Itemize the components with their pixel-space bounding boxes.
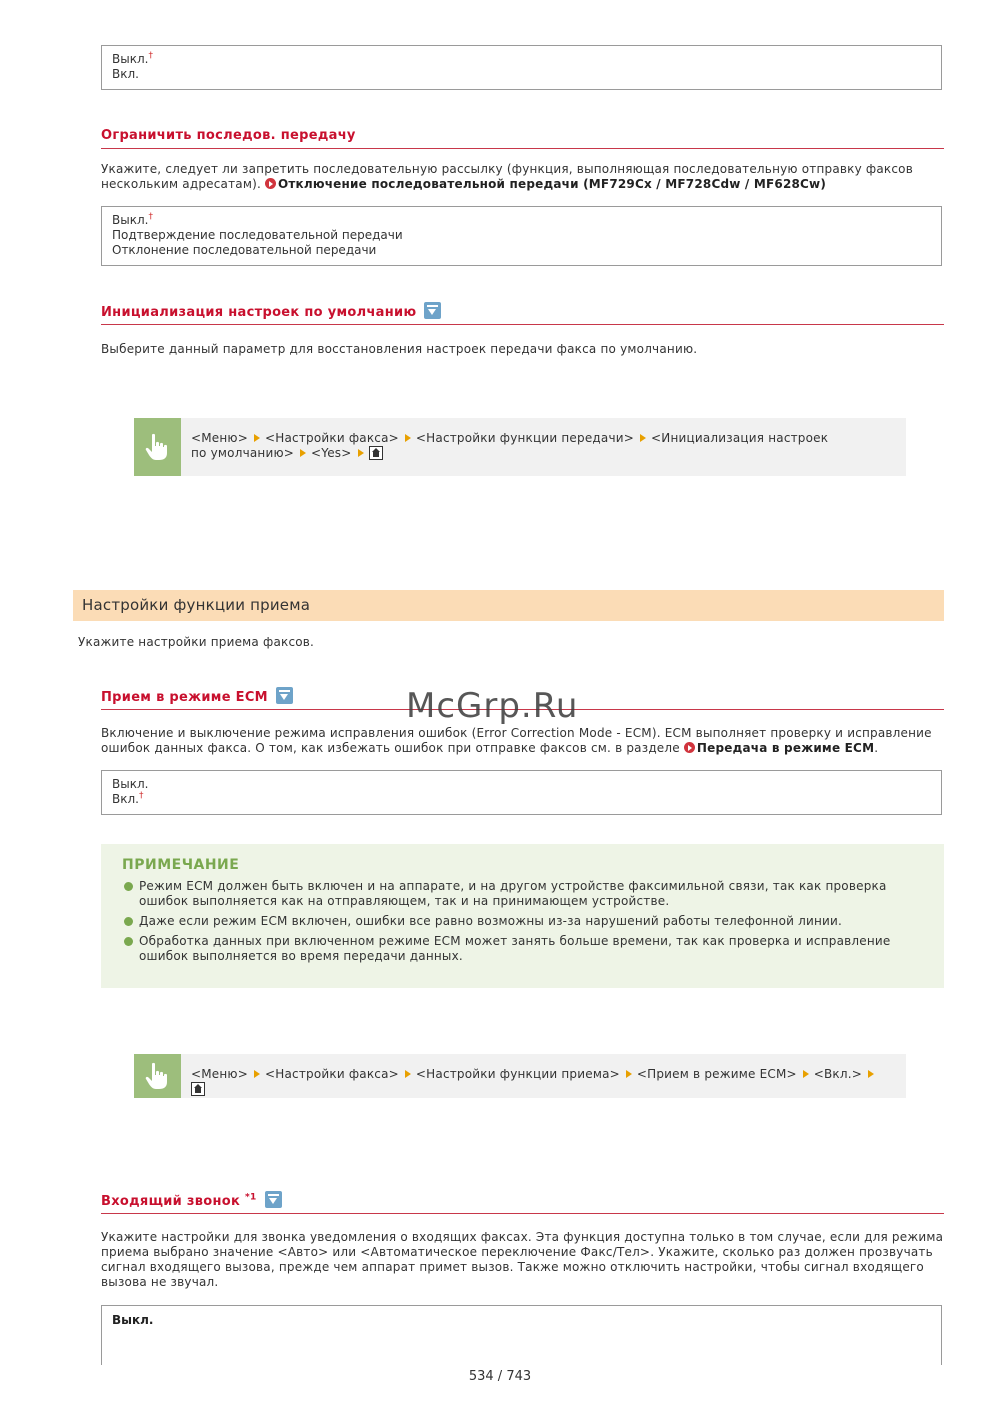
path-step: <Настройки функции приема> <box>415 1067 620 1081</box>
path-step: <Инициализация настроек по умолчанию> <box>191 431 829 460</box>
section-band-receive: Настройки функции приема <box>73 590 944 621</box>
watermark: McGrp.Ru <box>406 686 579 726</box>
bullet-icon <box>124 882 133 891</box>
arrow-right-icon <box>868 1070 874 1078</box>
incoming-ring-description: Укажите настройки для звонка уведомления о входящих факсах. Эта функция доступна только в том случае, если для режима приема выбрано значение <Авто> или <Автоматическое переключение Факс/Тел>. Укажите, сколько раз должен прозвучать сигнал входящего вызова, прежде чем аппарат примет вызов. Также можно отключить настройки, чтобы сигнал входящего вызова не звучал. <box>101 1230 944 1289</box>
options-box-ecm <box>101 770 942 815</box>
section-title-init-defaults: Инициализация настроек по умолчанию <box>101 302 944 325</box>
menu-path <box>191 431 846 461</box>
home-icon <box>369 446 383 460</box>
expand-down-icon[interactable] <box>265 1191 282 1208</box>
list-item: Обработка данных при включенном режиме ECM может занять больше времени, так как проверка и исправление ошибок выполняется во время передачи данных. <box>122 934 912 964</box>
expand-down-icon[interactable] <box>424 302 441 319</box>
option-reject: Отклонение последовательной передачи <box>112 243 377 257</box>
path-step: <Меню> <box>191 1067 248 1081</box>
link-arrow-icon <box>684 742 695 753</box>
init-defaults-description: Выберите данный параметр для восстановления настроек передачи факса по умолчанию. <box>101 342 698 356</box>
link-arrow-icon <box>265 178 276 189</box>
list-item: Даже если режим ECM включен, ошибки все равно возможны из-за нарушений работы телефонной линии. <box>122 914 912 929</box>
path-step: <Yes> <box>311 446 352 460</box>
note-list <box>122 879 912 969</box>
bullet-icon <box>124 937 133 946</box>
section-title-ecm: Прием в режиме ECM <box>101 687 944 710</box>
option-off: Выкл. <box>112 777 149 791</box>
arrow-right-icon <box>626 1070 632 1078</box>
section-title-incoming-ring: Входящий звонок $^{*1}$ <box>101 1191 944 1214</box>
option-on: Вкл. <box>112 67 139 81</box>
option-confirm: Подтверждение последовательной передачи <box>112 228 403 242</box>
default-mark: † <box>138 791 144 801</box>
bullet-icon <box>124 917 133 926</box>
path-step: <Меню> <box>191 431 248 445</box>
arrow-right-icon <box>300 449 306 457</box>
list-item: Режим ECM должен быть включен и на аппарате, и на другом устройстве факсимильной связи, так как проверка ошибок выполняется как на отправляющем, так и на принимающем устройстве. <box>122 879 912 909</box>
options-box-top <box>101 45 942 90</box>
page-number: 534 / 743 <box>468 1369 532 1384</box>
option-off: Выкл. <box>112 1313 154 1327</box>
menu-path <box>191 1067 886 1097</box>
arrow-right-icon <box>254 434 260 442</box>
arrow-right-icon <box>803 1070 809 1078</box>
path-step: <Прием в режиме ECM> <box>636 1067 797 1081</box>
footnote-mark: *1 <box>244 1192 257 1203</box>
limit-sequential-description: Укажите, следует ли запретить последовательную рассылку (функция, выполняющая последовательную отправку факсов нескольким адресатам). Отключение последовательной передачи (MF729Cx / MF728Cdw / MF628Cw) <box>101 162 913 191</box>
path-step: <Настройки функции передачи> <box>415 431 635 445</box>
path-step: <Вкл.> <box>813 1067 863 1081</box>
path-step: <Настройки факса> <box>265 1067 399 1081</box>
link-ecm-transmission[interactable]: Передача в режиме ECM <box>696 741 875 755</box>
link-sequential-disable[interactable]: Отключение последовательной передачи (MF729Cx / MF728Cdw / MF628Cw) <box>277 177 827 191</box>
arrow-right-icon <box>358 449 364 457</box>
options-box-incoming-ring <box>101 1305 942 1365</box>
expand-down-icon[interactable] <box>276 687 293 704</box>
default-mark: † <box>148 212 153 222</box>
note-title: ПРИМЕЧАНИЕ <box>122 857 240 873</box>
option-off: Выкл. <box>112 52 149 66</box>
default-mark: † <box>148 51 153 61</box>
hand-pointer-icon <box>134 1054 181 1098</box>
option-off: Выкл. <box>112 213 149 227</box>
procedure-init-defaults <box>134 418 906 476</box>
arrow-right-icon <box>405 434 411 442</box>
note-box <box>101 844 944 988</box>
options-box-limit-sequential <box>101 206 942 266</box>
arrow-right-icon <box>405 1070 411 1078</box>
hand-pointer-icon <box>134 418 181 476</box>
home-icon <box>191 1082 205 1096</box>
option-on: Вкл. <box>112 792 139 806</box>
arrow-right-icon <box>640 434 646 442</box>
ecm-description: Включение и выключение режима исправления ошибок (Error Correction Mode - ECM). ECM выполняет проверку и исправление ошибок данных факса. О том, как избежать ошибок при отправке факсов см. в разделе Передача в режиме ECM. <box>101 726 932 755</box>
receive-intro: Укажите настройки приема факсов. <box>78 635 315 649</box>
arrow-right-icon <box>254 1070 260 1078</box>
procedure-ecm <box>134 1054 906 1098</box>
section-title-limit-sequential: Ограничить последов. передачу <box>101 126 944 149</box>
path-step: <Настройки факса> <box>265 431 399 445</box>
